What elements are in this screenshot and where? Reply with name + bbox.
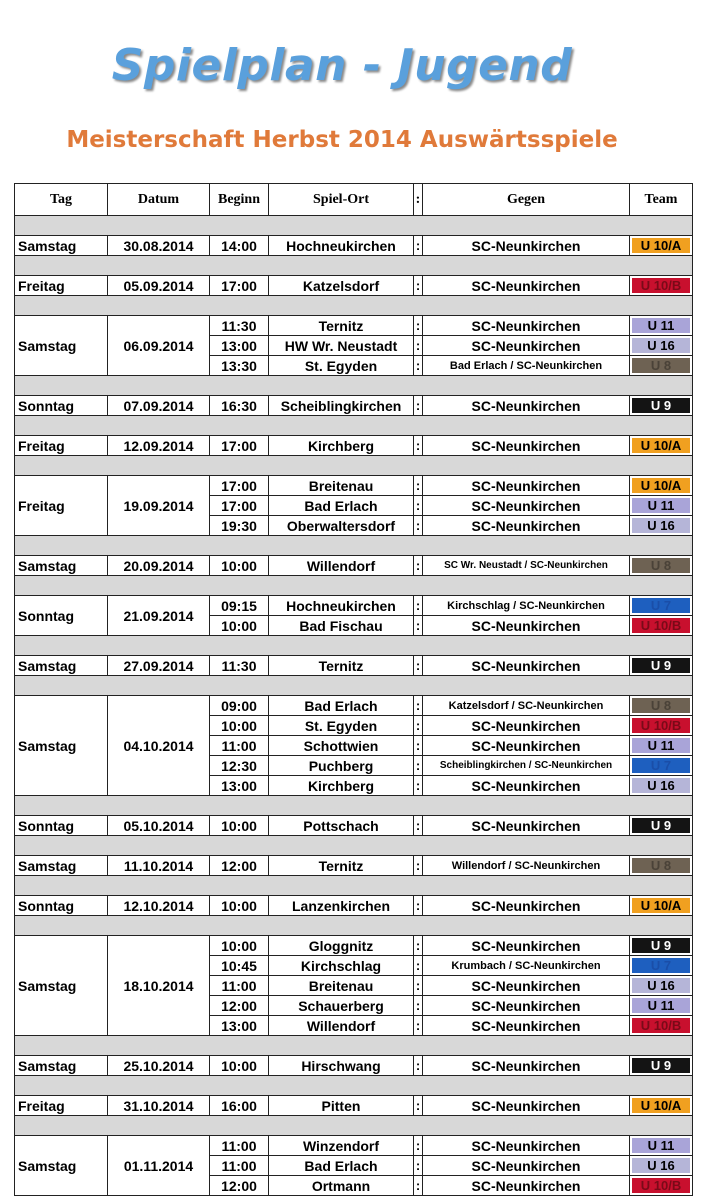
opponent-cell: SC-Neunkirchen [423,236,630,256]
spacer-cell [15,1036,693,1056]
opponent-cell: SC-Neunkirchen [423,896,630,916]
separator-cell: : [414,736,423,756]
start-time-cell: 09:00 [210,696,269,716]
separator-cell: : [414,1176,423,1196]
date-cell: 25.10.2014 [108,1056,210,1076]
column-header-spiel-ort: Spiel-Ort [269,184,414,216]
table-header-row [15,184,693,216]
column-header-tag: Tag [15,184,108,216]
team-badge: U 16 [632,518,690,533]
column-header-datum: Datum [108,184,210,216]
column-header-beginn: Beginn [210,184,269,216]
venue-cell: Scheiblingkirchen [269,396,414,416]
start-time-cell: 19:30 [210,516,269,536]
team-cell [630,656,693,676]
date-cell: 04.10.2014 [108,696,210,796]
opponent-cell: SC-Neunkirchen [423,816,630,836]
venue-cell: HW Wr. Neustadt [269,336,414,356]
day-name-cell: Sonntag [15,896,108,916]
day-spacer [15,296,693,316]
venue-cell: Hochneukirchen [269,236,414,256]
team-badge: U 9 [632,1058,690,1073]
start-time-cell: 10:00 [210,816,269,836]
team-badge: U 10/A [632,478,690,493]
team-badge: U 9 [632,818,690,833]
start-time-cell: 13:00 [210,776,269,796]
day-spacer [15,1076,693,1096]
opponent-cell: SC-Neunkirchen [423,936,630,956]
day-spacer [15,676,693,696]
spacer-cell [15,416,693,436]
table-row [15,1056,693,1076]
team-badge: U 10/B [632,618,690,633]
start-time-cell: 10:45 [210,956,269,976]
team-badge: U 10/B [632,1018,690,1033]
venue-cell: Hirschwang [269,1056,414,1076]
opponent-cell: SC-Neunkirchen [423,1136,630,1156]
day-spacer [15,636,693,656]
day-spacer [15,376,693,396]
opponent-cell: Kirchschlag / SC-Neunkirchen [423,596,630,616]
date-cell: 07.09.2014 [108,396,210,416]
opponent-cell: SC-Neunkirchen [423,656,630,676]
start-time-cell: 10:00 [210,896,269,916]
day-name-cell: Samstag [15,1056,108,1076]
separator-cell: : [414,936,423,956]
day-spacer [15,416,693,436]
team-cell [630,236,693,256]
start-time-cell: 11:00 [210,976,269,996]
opponent-cell: SC-Neunkirchen [423,316,630,336]
separator-cell: : [414,1096,423,1116]
team-cell [630,336,693,356]
venue-cell: Bad Fischau [269,616,414,636]
table-row [15,696,693,716]
start-time-cell: 16:00 [210,1096,269,1116]
separator-cell: : [414,616,423,636]
opponent-cell: SC Wr. Neustadt / SC-Neunkirchen [423,556,630,576]
opponent-cell: SC-Neunkirchen [423,436,630,456]
opponent-cell: SC-Neunkirchen [423,1176,630,1196]
start-time-cell: 14:00 [210,236,269,256]
start-time-cell: 11:00 [210,736,269,756]
separator-cell: : [414,696,423,716]
table-row [15,396,693,416]
separator-cell: : [414,1056,423,1076]
page-title: Spielplan - Jugend [111,40,573,91]
team-cell [630,516,693,536]
start-time-cell: 10:00 [210,936,269,956]
team-cell [630,436,693,456]
opponent-cell: SC-Neunkirchen [423,276,630,296]
venue-cell: Bad Erlach [269,496,414,516]
venue-cell: St. Egyden [269,356,414,376]
venue-cell: Kirchberg [269,436,414,456]
team-cell [630,1156,693,1176]
opponent-cell: SC-Neunkirchen [423,1156,630,1176]
separator-cell: : [414,656,423,676]
team-cell [630,396,693,416]
team-badge: U 10/B [632,278,690,293]
spacer-cell [15,876,693,896]
venue-cell: Winzendorf [269,1136,414,1156]
day-name-cell: Samstag [15,316,108,376]
team-badge: U 7 [632,758,690,773]
opponent-cell: Bad Erlach / SC-Neunkirchen [423,356,630,376]
spacer-cell [15,796,693,816]
team-badge: U 7 [632,598,690,613]
schedule-body [15,216,693,1196]
opponent-cell: SC-Neunkirchen [423,476,630,496]
start-time-cell: 12:00 [210,996,269,1016]
team-badge: U 16 [632,978,690,993]
venue-cell: Willendorf [269,556,414,576]
separator-cell: : [414,436,423,456]
team-cell [630,956,693,976]
day-spacer [15,1116,693,1136]
start-time-cell: 10:00 [210,556,269,576]
separator-cell: : [414,816,423,836]
venue-cell: Schottwien [269,736,414,756]
team-cell [630,936,693,956]
opponent-cell: SC-Neunkirchen [423,496,630,516]
start-time-cell: 13:30 [210,356,269,376]
separator-cell: : [414,1156,423,1176]
start-time-cell: 12:00 [210,856,269,876]
day-spacer [15,576,693,596]
table-row [15,556,693,576]
team-cell [630,736,693,756]
date-cell: 31.10.2014 [108,1096,210,1116]
table-row [15,316,693,336]
spacer-cell [15,536,693,556]
date-cell: 12.10.2014 [108,896,210,916]
table-row [15,436,693,456]
table-row [15,936,693,956]
spacer-cell [15,216,693,236]
venue-cell: Puchberg [269,756,414,776]
spacer-cell [15,916,693,936]
team-cell [630,316,693,336]
team-badge: U 8 [632,698,690,713]
start-time-cell: 17:00 [210,436,269,456]
separator-cell: : [414,776,423,796]
date-cell: 05.09.2014 [108,276,210,296]
start-time-cell: 11:30 [210,656,269,676]
team-cell [630,1016,693,1036]
venue-cell: Pottschach [269,816,414,836]
day-spacer [15,456,693,476]
separator-cell: : [414,516,423,536]
separator-cell: : [414,856,423,876]
venue-cell: Ternitz [269,316,414,336]
team-badge: U 16 [632,338,690,353]
team-badge: U 11 [632,998,690,1013]
date-cell: 19.09.2014 [108,476,210,536]
team-badge: U 11 [632,498,690,513]
spacer-cell [15,1116,693,1136]
day-spacer [15,1036,693,1056]
opponent-cell: SC-Neunkirchen [423,516,630,536]
table-row [15,656,693,676]
table-row [15,896,693,916]
venue-cell: Willendorf [269,1016,414,1036]
day-spacer [15,916,693,936]
venue-cell: Ternitz [269,656,414,676]
opponent-cell: SC-Neunkirchen [423,736,630,756]
opponent-cell: SC-Neunkirchen [423,616,630,636]
venue-cell: Gloggnitz [269,936,414,956]
team-cell [630,896,693,916]
venue-cell: Ortmann [269,1176,414,1196]
schedule-table [14,183,693,1196]
team-cell [630,476,693,496]
date-cell: 30.08.2014 [108,236,210,256]
start-time-cell: 10:00 [210,716,269,736]
team-cell [630,716,693,736]
day-spacer [15,796,693,816]
spacer-cell [15,676,693,696]
separator-cell: : [414,316,423,336]
separator-cell: : [414,556,423,576]
team-cell [630,756,693,776]
opponent-cell: SC-Neunkirchen [423,1056,630,1076]
opponent-cell: SC-Neunkirchen [423,1096,630,1116]
separator-cell: : [414,496,423,516]
separator-cell: : [414,336,423,356]
column-header-team: Team [630,184,693,216]
separator-cell: : [414,1016,423,1036]
date-cell: 20.09.2014 [108,556,210,576]
team-cell [630,856,693,876]
day-name-cell: Freitag [15,1096,108,1116]
spacer-cell [15,1076,693,1096]
team-cell [630,556,693,576]
start-time-cell: 11:00 [210,1136,269,1156]
team-cell [630,276,693,296]
day-name-cell: Freitag [15,436,108,456]
table-row [15,596,693,616]
separator-cell: : [414,276,423,296]
team-badge: U 11 [632,1138,690,1153]
team-cell [630,356,693,376]
spacer-cell [15,836,693,856]
venue-cell: Katzelsdorf [269,276,414,296]
date-cell: 06.09.2014 [108,316,210,376]
team-badge: U 8 [632,358,690,373]
separator-cell: : [414,896,423,916]
day-spacer [15,256,693,276]
team-cell [630,696,693,716]
opponent-cell: SC-Neunkirchen [423,996,630,1016]
team-cell [630,996,693,1016]
start-time-cell: 17:00 [210,476,269,496]
date-cell: 21.09.2014 [108,596,210,636]
start-time-cell: 13:00 [210,1016,269,1036]
separator-cell: : [414,716,423,736]
table-row [15,1136,693,1156]
team-badge: U 10/B [632,1178,690,1193]
venue-cell: Kirchschlag [269,956,414,976]
date-cell: 05.10.2014 [108,816,210,836]
start-time-cell: 12:00 [210,1176,269,1196]
day-spacer [15,876,693,896]
opponent-cell: Scheiblingkirchen / SC-Neunkirchen [423,756,630,776]
separator-cell: : [414,236,423,256]
day-name-cell: Sonntag [15,396,108,416]
venue-cell: Breitenau [269,476,414,496]
separator-cell: : [414,756,423,776]
team-cell [630,1176,693,1196]
date-cell: 12.09.2014 [108,436,210,456]
team-badge: U 8 [632,858,690,873]
team-badge: U 10/A [632,898,690,913]
separator-cell: : [414,976,423,996]
column-header-gegen: Gegen [423,184,630,216]
day-spacer [15,836,693,856]
team-cell [630,1056,693,1076]
spacer-cell [15,256,693,276]
team-badge: U 9 [632,398,690,413]
start-time-cell: 11:30 [210,316,269,336]
table-row [15,816,693,836]
team-badge: U 16 [632,778,690,793]
spacer-cell [15,296,693,316]
venue-cell: Kirchberg [269,776,414,796]
team-cell [630,616,693,636]
team-badge: U 9 [632,938,690,953]
team-badge: U 10/A [632,238,690,253]
team-cell [630,496,693,516]
opponent-cell: SC-Neunkirchen [423,776,630,796]
table-row [15,476,693,496]
team-cell [630,1136,693,1156]
day-name-cell: Freitag [15,476,108,536]
separator-cell: : [414,596,423,616]
spacer-cell [15,456,693,476]
venue-cell: Hochneukirchen [269,596,414,616]
table-row [15,276,693,296]
team-badge: U 11 [632,318,690,333]
day-name-cell: Samstag [15,556,108,576]
spacer-cell [15,576,693,596]
team-badge: U 16 [632,1158,690,1173]
column-header-separator: : [414,184,423,216]
day-name-cell: Sonntag [15,816,108,836]
separator-cell: : [414,996,423,1016]
team-badge: U 11 [632,738,690,753]
team-cell [630,976,693,996]
venue-cell: St. Egyden [269,716,414,736]
venue-cell: Oberwaltersdorf [269,516,414,536]
opponent-cell: SC-Neunkirchen [423,976,630,996]
opponent-cell: Krumbach / SC-Neunkirchen [423,956,630,976]
start-time-cell: 17:00 [210,276,269,296]
date-cell: 01.11.2014 [108,1136,210,1196]
day-name-cell: Samstag [15,236,108,256]
team-badge: U 7 [632,958,690,973]
team-cell [630,1096,693,1116]
start-time-cell: 10:00 [210,616,269,636]
team-badge: U 8 [632,558,690,573]
spacer-cell [15,636,693,656]
start-time-cell: 16:30 [210,396,269,416]
opponent-cell: SC-Neunkirchen [423,396,630,416]
venue-cell: Bad Erlach [269,696,414,716]
team-badge: U 10/B [632,718,690,733]
spacer-cell [15,376,693,396]
start-time-cell: 10:00 [210,1056,269,1076]
opponent-cell: SC-Neunkirchen [423,716,630,736]
start-time-cell: 11:00 [210,1156,269,1176]
venue-cell: Schauerberg [269,996,414,1016]
day-name-cell: Samstag [15,656,108,676]
opponent-cell: Katzelsdorf / SC-Neunkirchen [423,696,630,716]
date-cell: 18.10.2014 [108,936,210,1036]
start-time-cell: 13:00 [210,336,269,356]
team-badge: U 10/A [632,1098,690,1113]
separator-cell: : [414,956,423,976]
day-name-cell: Sonntag [15,596,108,636]
day-name-cell: Samstag [15,856,108,876]
venue-cell: Ternitz [269,856,414,876]
start-time-cell: 17:00 [210,496,269,516]
table-row [15,856,693,876]
day-name-cell: Freitag [15,276,108,296]
venue-cell: Bad Erlach [269,1156,414,1176]
separator-cell: : [414,1136,423,1156]
table-row [15,1096,693,1116]
table-row [15,236,693,256]
separator-cell: : [414,476,423,496]
opponent-cell: Willendorf / SC-Neunkirchen [423,856,630,876]
day-name-cell: Samstag [15,1136,108,1196]
opponent-cell: SC-Neunkirchen [423,1016,630,1036]
separator-cell: : [414,396,423,416]
team-cell [630,776,693,796]
date-cell: 11.10.2014 [108,856,210,876]
separator-cell: : [414,356,423,376]
day-spacer [15,536,693,556]
day-name-cell: Samstag [15,936,108,1036]
venue-cell: Lanzenkirchen [269,896,414,916]
team-cell [630,596,693,616]
day-name-cell: Samstag [15,696,108,796]
team-badge: U 9 [632,658,690,673]
date-cell: 27.09.2014 [108,656,210,676]
venue-cell: Pitten [269,1096,414,1116]
day-spacer [15,216,693,236]
venue-cell: Breitenau [269,976,414,996]
page-subtitle: Meisterschaft Herbst 2014 Auswärtsspiele [66,127,618,153]
start-time-cell: 12:30 [210,756,269,776]
team-badge: U 10/A [632,438,690,453]
team-cell [630,816,693,836]
start-time-cell: 09:15 [210,596,269,616]
opponent-cell: SC-Neunkirchen [423,336,630,356]
